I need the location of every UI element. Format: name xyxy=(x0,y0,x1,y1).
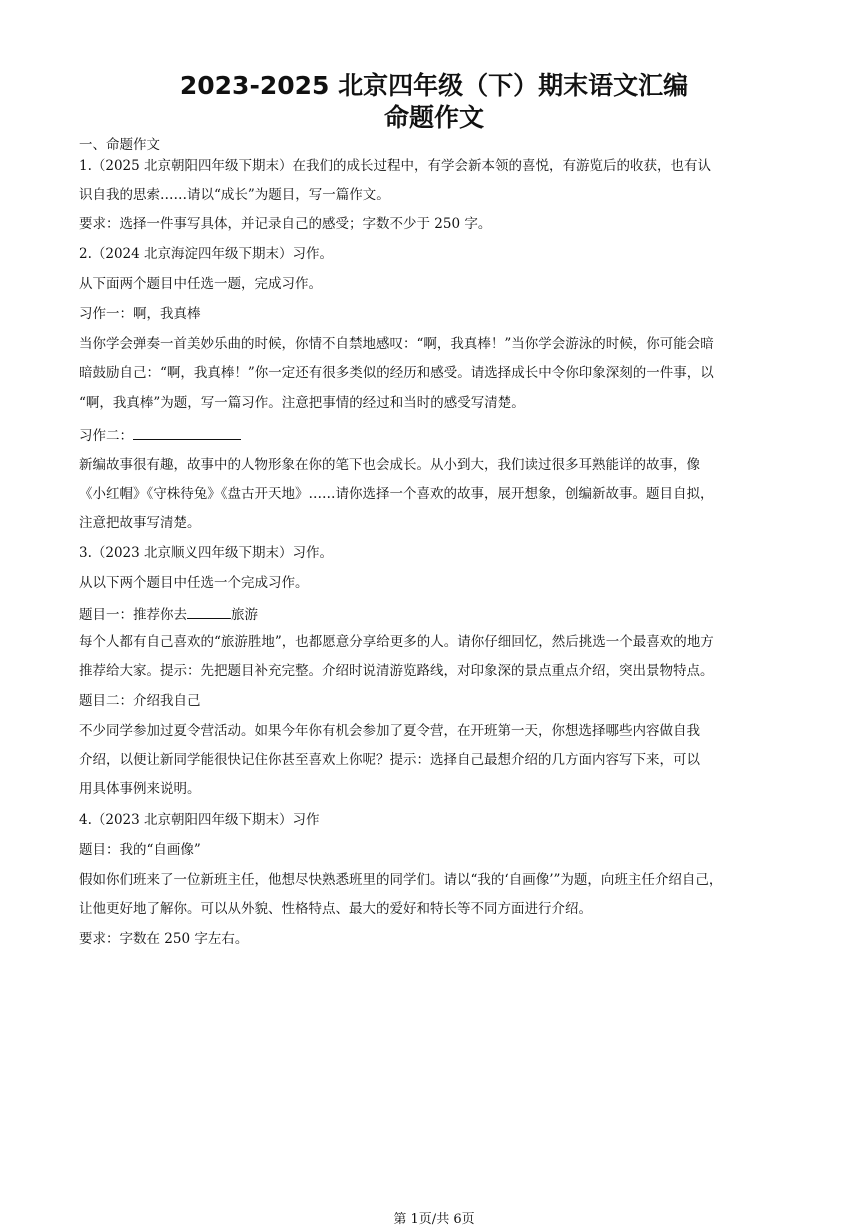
q2-intro: 从下面两个题目中任选一题，完成习作。 xyxy=(79,276,322,292)
q2-para-line-3: “啊，我真棒”为题，写一篇习作。注意把事情的经过和当时的感受写清楚。 xyxy=(79,395,525,411)
q3-para-line-2: 推荐给大家。提示：先把题目补充完整。介绍时说清游览路线，对印象深的景点重点介绍，突出景物特点。 xyxy=(79,663,714,679)
page-footer: 第 1页/共 6页 xyxy=(393,1212,475,1227)
q4-requirement: 要求：字数在 250 字左右。 xyxy=(79,931,249,947)
q3-intro: 从以下两个题目中任选一个完成习作。 xyxy=(79,575,309,591)
q2-option-1: 习作一：啊，我真棒 xyxy=(79,306,201,322)
q1-line-1: 1.（2025 北京朝阳四年级下期末）在我们的成长过程中，有学会新本领的喜悦，有游览后的收获，也有认 xyxy=(79,158,712,174)
q3-option-1-prefix: 题目一：推荐你去 xyxy=(79,607,187,623)
q2-para-line-4: 新编故事很有趣，故事中的人物形象在你的笔下也会成长。从小到大，我们读过很多耳熟能详的故事，像 xyxy=(79,457,700,473)
q3-para-line-5: 用具体事例来说明。 xyxy=(79,781,201,797)
q2-para-line-2: 暗鼓励自己：“啊，我真棒！”你一定还有很多类似的经历和感受。请选择成长中令你印象深刻的一件事，以 xyxy=(79,365,714,381)
fill-in-blank xyxy=(133,425,241,440)
q2-para-line-5: 《小红帽》《守株待兔》《盘古开天地》……请你选择一个喜欢的故事，展开想象，创编新故事。题目自拟， xyxy=(79,486,714,502)
fill-in-blank xyxy=(187,604,231,619)
q2-para-line-1: 当你学会弹奏一首美妙乐曲的时候，你情不自禁地感叹：“啊，我真棒！”当你学会游泳的时候，你可能会暗 xyxy=(79,336,714,352)
q3-heading: 3.（2023 北京顺义四年级下期末）习作。 xyxy=(79,545,334,561)
page-subtitle: 命题作文 xyxy=(383,103,484,132)
q2-heading: 2.（2024 北京海淀四年级下期末）习作。 xyxy=(79,246,334,262)
q4-heading: 4.（2023 北京朝阳四年级下期末）习作 xyxy=(79,812,320,828)
q3-option-1 xyxy=(79,604,791,624)
q4-para-line-2: 让他更好地了解你。可以从外貌、性格特点、最大的爱好和特长等不同方面进行介绍。 xyxy=(79,901,592,917)
q2-option-2 xyxy=(79,425,791,445)
section-heading: 一、命题作文 xyxy=(79,137,160,153)
q4-topic: 题目：我的“自画像” xyxy=(79,842,201,858)
q3-para-line-1: 每个人都有自己喜欢的“旅游胜地”，也都愿意分享给更多的人。请你仔细回忆，然后挑选一个最喜欢的地方 xyxy=(79,634,714,650)
q2-option-2-label: 习作二： xyxy=(79,428,133,444)
page-title: 2023-2025 北京四年级（下）期末语文汇编 xyxy=(179,71,689,100)
q3-para-line-3: 不少同学参加过夏令营活动。如果今年你有机会参加了夏令营，在开班第一天，你想选择哪些内容做自我 xyxy=(79,723,700,739)
q3-option-1-suffix: 旅游 xyxy=(231,607,258,623)
q4-para-line-1: 假如你们班来了一位新班主任，他想尽快熟悉班里的同学们。请以“我的‘自画像’”为题，向班主任介绍自己， xyxy=(79,872,723,888)
q1-requirement: 要求：选择一件事写具体，并记录自己的感受；字数不少于 250 字。 xyxy=(79,216,492,232)
q2-para-line-6: 注意把故事写清楚。 xyxy=(79,515,201,531)
q3-option-2: 题目二：介绍我自己 xyxy=(79,693,201,709)
q1-line-2: 识自我的思索……请以“成长”为题目，写一篇作文。 xyxy=(79,187,390,203)
q3-para-line-4: 介绍，以便让新同学能很快记住你甚至喜欢上你呢？提示：选择自己最想介绍的几方面内容写下来，可以 xyxy=(79,752,700,768)
